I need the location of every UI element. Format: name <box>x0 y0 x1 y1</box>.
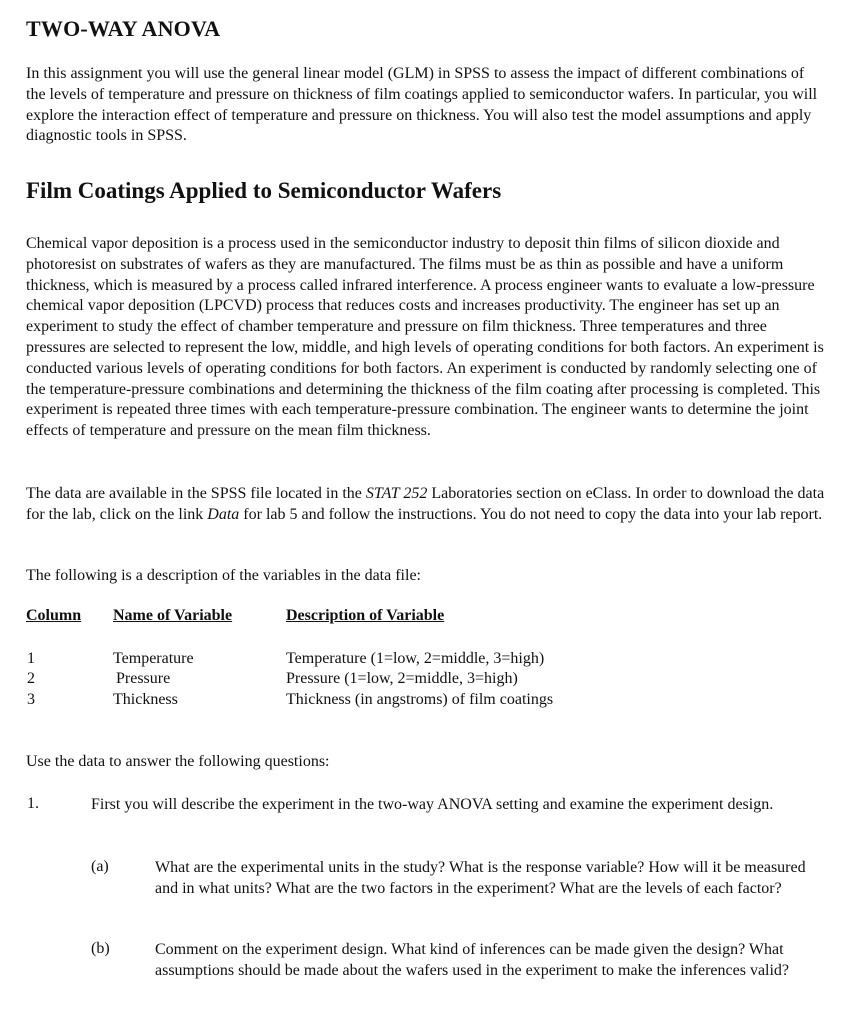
header-description: Description of Variable <box>286 607 445 624</box>
row-name: Temperature <box>113 650 194 667</box>
question-number: 1. <box>27 795 39 812</box>
row-column: 3 <box>27 691 35 708</box>
subquestion-label: (a) <box>91 858 109 875</box>
intro-paragraph: In this assignment you will use the general linear model (GLM) in SPSS to assess the impact of different combinations of the levels of temperature and pressure on thickness of film coatings applied to semiconductor wafers. In particular, you will explore the interaction effect of temperature and pressure on thickness. You will also test the model assumptions and apply diagnostic tools in SPSS. <box>26 65 818 145</box>
row-description: Temperature (1=low, 2=middle, 3=high) <box>286 650 545 667</box>
header-column: Column <box>26 607 82 624</box>
data-location-paragraph <box>26 484 826 526</box>
header-name: Name of Variable <box>113 607 233 624</box>
row-column: 2 <box>27 670 35 687</box>
subquestion-label: (b) <box>91 940 110 957</box>
question-text: First you will describe the experiment in the two-way ANOVA setting and examine the experiment design. <box>91 796 774 813</box>
data-location-text-1: The data are available in the SPSS file located in the <box>26 485 366 502</box>
data-location-text-2: Laboratories section on eClass. In order to download the data for the lab, click on the link <box>26 485 825 523</box>
row-name: Pressure <box>116 670 171 687</box>
subquestion-text: Comment on the experiment design. What kind of inferences can be made given the design? What assumptions should be made about the wafers used in the experiment to make the inferences valid? <box>155 941 790 979</box>
data-location-text-3: for lab 5 and follow the instructions. You do not need to copy the data into your lab report. <box>239 505 823 523</box>
variables-intro: The following is a description of the variables in the data file: <box>26 567 421 584</box>
row-description: Thickness (in angstroms) of film coatings <box>286 691 554 708</box>
row-description: Pressure (1=low, 2=middle, 3=high) <box>286 670 518 687</box>
document-title: TWO-WAY ANOVA <box>26 16 221 41</box>
row-column: 1 <box>27 650 35 667</box>
course-name: STAT 252 <box>365 485 428 502</box>
section-title: Film Coatings Applied to Semiconductor Wafers <box>26 178 502 203</box>
subquestion-text: What are the experimental units in the study? What is the response variable? How will it be measured and in what units? What are the two factors in the experiment? What are the levels of each factor? <box>155 859 806 897</box>
questions-intro: Use the data to answer the following questions: <box>26 753 330 770</box>
row-name: Thickness <box>113 691 178 708</box>
table-row <box>0 670 863 691</box>
table-row <box>0 650 863 671</box>
table-row <box>0 691 863 712</box>
data-link[interactable]: Data <box>207 505 240 523</box>
background-paragraph: Chemical vapor deposition is a process used in the semiconductor industry to deposit thin films of silicon dioxide and photoresist on substrates of wafers as they are manufactured. The films must be as thin as possible and have a uniform thickness, which is measured by a process called infrared interference. A process engineer wants to evaluate a low-pressure chemical vapor deposition (LPCVD) process that reduces costs and increases productivity. The engineer has set up an experiment to study the effect of chamber temperature and pressure on film thickness. Three temperatures and three pressures are selected to represent the low, middle, and high levels of operating conditions for both factors. An experiment is conducted various levels of operating conditions for both factors. An experiment is conducted by randomly selecting one of the temperature-pressure combinations and determining the thickness of the film coating after processing is completed. This experiment is repeated three times with each temperature-pressure combination. The engineer wants to determine the joint effects of temperature and pressure on the mean film thickness. <box>26 235 824 440</box>
